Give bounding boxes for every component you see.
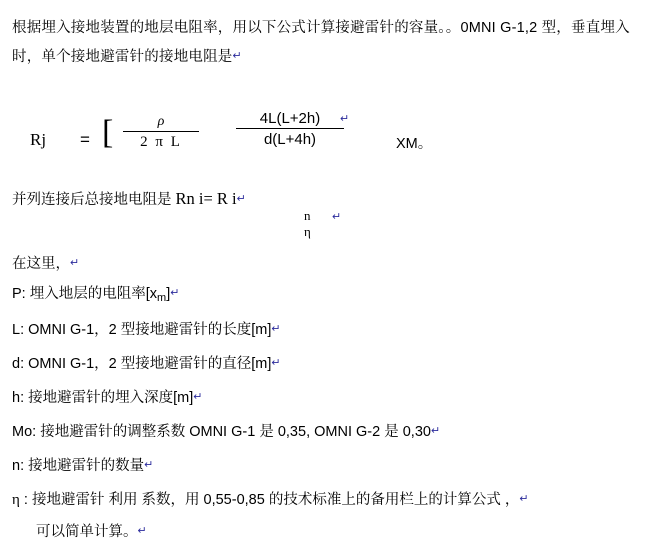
where-carriage-return-mark: ↵ [70,257,80,269]
fraction-rho-over-2piL [118,114,204,151]
definition-eta: η : 接地避雷针 利用 系数，用 0,55-0,85 的技术标准上的备用栏上的计算公式 ，↵ [12,492,529,508]
carriage-return-mark: ↵ [232,50,242,62]
carriage-return-mark: ↵ [137,525,147,537]
fraction2-denominator: d(L+4h) [263,131,317,148]
carriage-return-mark: ↵ [170,287,180,299]
carriage-return-mark: ↵ [193,391,203,403]
fraction1-numerator: ρ [157,114,165,129]
formula-unit: XM。 [396,136,433,152]
definition-L: L: OMNI G-1，2 型接地避雷针的长度[m]↵ [12,322,281,338]
definition-d: d: OMNI G-1，2 型接地避雷针的直径[m]↵ [12,356,281,372]
definition-rho: P: 埋入地层的电阻率$[x_m]↵$ [12,286,180,304]
parallel-sub-carriage-return-mark: ↵ [332,211,342,223]
parallel-subscript: n η [304,208,311,239]
carriage-return-mark: ↵ [271,323,281,335]
where-label: 在这里，↵ [12,256,80,272]
parallel-expression: Rn i= R i [175,189,237,208]
formula-lhs: Rj [30,130,47,149]
formula-carriage-return-mark: ↵ [340,113,350,125]
fraction-log-term [230,110,350,148]
formula-bracket: [ [102,114,114,151]
definition-n: n: 接地避雷针的数量↵ [12,458,154,474]
carriage-return-mark: ↵ [271,357,281,369]
parallel-resistance-line [12,188,342,239]
carriage-return-mark: ↵ [144,459,154,471]
formula-equals: = [80,130,90,149]
definition-Mo: Mo: 接地避雷针的调整系数 OMNI G-1 是 0,35, OMNI G-2 是 0,30↵ [12,424,441,440]
intro-paragraph [12,14,652,71]
fraction2-numerator: 4L(L+2h) [259,110,321,127]
intro-text: 根据埋入接地装置的地层电阻率，用以下公式计算接避雷针的容量。。0MNI G-1,2 型，垂直埋入时，单个接地避雷针的接地电阻是 [12,20,630,65]
carriage-return-mark: ↵ [519,493,529,505]
parallel-text: 并列连接后总接地电阻是 [12,192,176,208]
last-line: 可以简单计算。↵ [36,524,147,540]
fraction1-denominator: 2 π L [140,134,182,150]
parallel-carriage-return-mark: ↵ [236,193,246,205]
definition-h: h: 接地避雷针的埋入深度[m]↵ [12,390,203,406]
main-formula [18,108,638,170]
carriage-return-mark: ↵ [430,425,441,437]
